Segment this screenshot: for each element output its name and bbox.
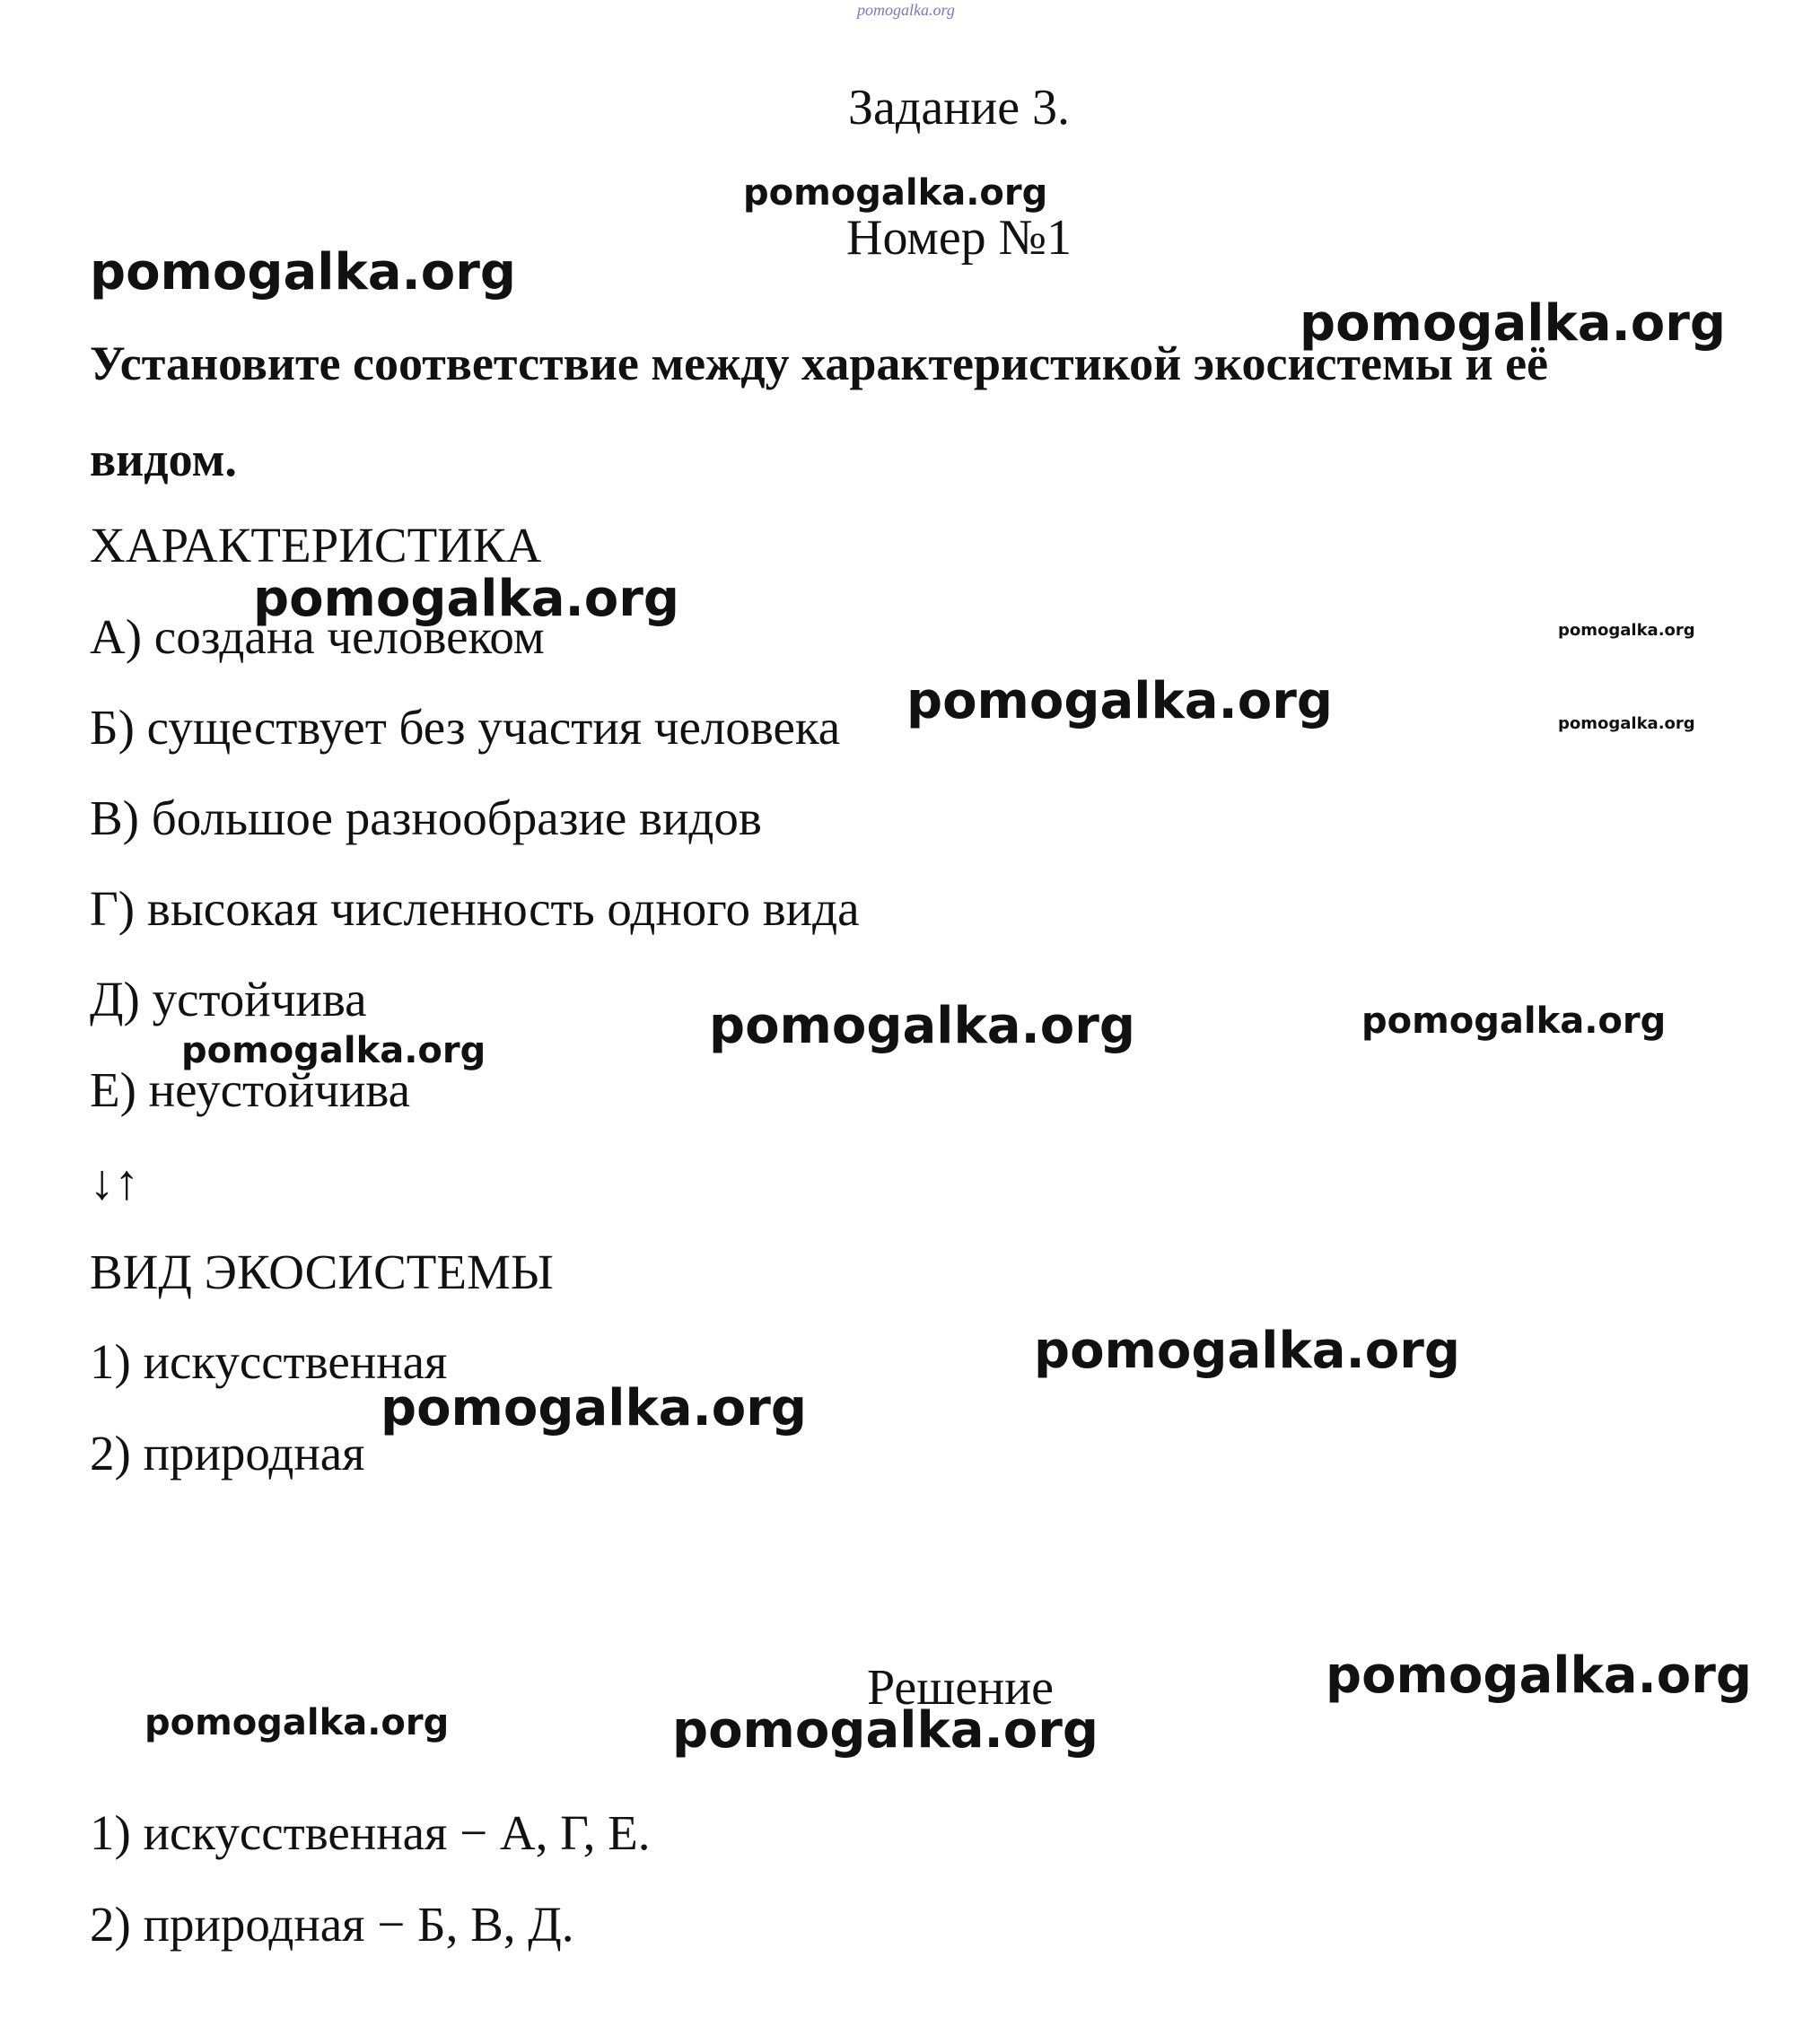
watermark: pomogalka.org: [181, 1030, 486, 1071]
watermark: pomogalka.org: [1558, 621, 1695, 640]
characteristic-item: Е) неустойчива: [90, 1062, 411, 1117]
watermark: pomogalka.org: [381, 1379, 807, 1437]
watermark: pomogalka.org: [672, 1701, 1099, 1760]
characteristic-item: Г) высокая численность одного вида: [90, 881, 860, 936]
watermark: pomogalka.org: [1326, 1647, 1752, 1705]
characteristic-item: А) создана человеком: [90, 609, 545, 664]
task-title: Задание 3.: [848, 80, 1071, 135]
watermark: pomogalka.org: [906, 672, 1333, 730]
watermark: pomogalka.org: [709, 997, 1135, 1055]
characteristic-item: Д) устойчива: [90, 972, 367, 1026]
watermark: pomogalka.org: [253, 570, 679, 628]
watermark: pomogalka.org: [1558, 714, 1695, 733]
watermark: pomogalka.org: [1034, 1322, 1460, 1380]
ecosystem-type-item: 1) искусственная: [90, 1334, 448, 1389]
watermark: pomogalka.org: [144, 1702, 450, 1743]
ecosystem-type-item: 2) природная: [90, 1426, 365, 1481]
characteristic-item: Б) существует без участия человека: [90, 700, 841, 755]
solution-heading: Решение: [867, 1660, 1055, 1716]
watermark: pomogalka.org: [90, 243, 516, 301]
characteristic-item: В) большое разнообразие видов: [90, 791, 762, 845]
watermark: pomogalka.org: [1300, 294, 1726, 353]
match-arrows: ↓↑: [90, 1155, 139, 1210]
ecosystem-types-heading: ВИД ЭКОСИСТЕМЫ: [90, 1245, 554, 1299]
number-title: Номер №1: [846, 210, 1072, 266]
question-line-2: видом.: [90, 432, 237, 486]
top-watermark: pomogalka.org: [857, 1, 955, 19]
question-line-1: Установите соответствие между характеристикой экосистемы и её: [90, 336, 1549, 390]
characteristics-heading: ХАРАКТЕРИСТИКА: [90, 518, 542, 572]
solution-answer: 2) природная − Б, В, Д.: [90, 1897, 574, 1952]
watermark: pomogalka.org: [743, 172, 1048, 214]
watermark: pomogalka.org: [1361, 1000, 1667, 1042]
solution-answer: 1) искусственная − А, Г, Е.: [90, 1805, 651, 1860]
